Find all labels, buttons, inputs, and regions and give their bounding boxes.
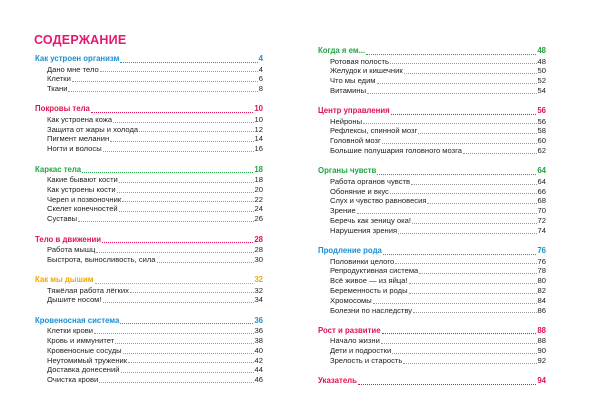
- dot-leader: [120, 323, 253, 324]
- dot-leader: [409, 283, 537, 284]
- toc-entry-page-number: 64: [537, 176, 546, 186]
- toc-entry-label: Репродуктивная система: [330, 266, 419, 276]
- dot-leader: [418, 133, 536, 134]
- toc-entry[interactable]: [318, 66, 546, 76]
- toc-entry[interactable]: [35, 295, 263, 305]
- toc-entry-page-number: 18: [254, 175, 263, 185]
- toc-entry-page-number: 76: [537, 256, 546, 266]
- toc-entry-label: Головной мозг: [330, 136, 381, 146]
- toc-entry[interactable]: [318, 276, 546, 286]
- toc-entry-label: Быстрота, выносливость, сила: [47, 254, 156, 264]
- section-heading[interactable]: [35, 54, 263, 65]
- toc-entry-label: Большие полушария головного мозга: [330, 146, 462, 156]
- section-heading[interactable]: [318, 246, 546, 257]
- toc-entry[interactable]: [35, 336, 263, 346]
- dot-leader: [68, 91, 257, 92]
- toc-entry-page-number: 16: [254, 144, 263, 154]
- toc-entry-label: Беременность и роды: [330, 286, 408, 296]
- dot-leader: [390, 193, 537, 194]
- toc-entry-page-number: 92: [537, 356, 546, 366]
- toc-entry-page-number: 6: [258, 74, 263, 84]
- toc-entry-page-number: 32: [254, 285, 263, 295]
- toc-entry-label: Дано мне тело: [47, 64, 99, 74]
- dot-leader: [139, 131, 253, 132]
- toc-entry[interactable]: [35, 115, 263, 125]
- dot-leader: [419, 273, 536, 274]
- dot-leader: [103, 151, 254, 152]
- toc-entry[interactable]: [318, 57, 546, 67]
- toc-entry-label: Дети и подростки: [330, 346, 392, 356]
- toc-right-column: [318, 46, 546, 387]
- toc-entry-page-number: 88: [537, 336, 546, 346]
- toc-entry-label: Кровеносные сосуды: [47, 345, 122, 355]
- toc-entry-page-number: 24: [254, 204, 263, 214]
- toc-entry-page-number: 90: [537, 346, 546, 356]
- toc-entry[interactable]: [318, 136, 546, 146]
- dot-leader: [102, 242, 253, 243]
- toc-entry[interactable]: [318, 206, 546, 216]
- toc-entry-label: Скелет конечностей: [47, 204, 118, 214]
- toc-entry[interactable]: [318, 286, 546, 296]
- dot-leader: [103, 302, 254, 303]
- toc-entry[interactable]: [318, 226, 546, 236]
- dot-leader: [382, 143, 537, 144]
- section-heading-page-number: 18: [254, 164, 263, 174]
- section-heading-label: Когда я ем...: [318, 46, 366, 55]
- toc-entry[interactable]: [318, 86, 546, 96]
- toc-entry[interactable]: [318, 117, 546, 127]
- toc-entry-label: Работа мышц: [47, 245, 96, 255]
- dot-leader: [390, 63, 537, 64]
- toc-entry-label: Болезни по наследству: [330, 305, 413, 315]
- dot-leader: [427, 203, 536, 204]
- index-heading-page-number: 94: [537, 376, 546, 386]
- toc-entry-page-number: 84: [537, 295, 546, 305]
- toc-entry-page-number: 46: [254, 375, 263, 385]
- toc-section: [35, 275, 263, 305]
- dot-leader: [91, 112, 253, 113]
- section-heading-page-number: 56: [537, 106, 546, 116]
- toc-entry[interactable]: [318, 126, 546, 136]
- toc-left-column: [35, 54, 263, 396]
- toc-entry[interactable]: [35, 125, 263, 135]
- toc-entry-page-number: 60: [537, 136, 546, 146]
- toc-entry-page-number: 66: [537, 186, 546, 196]
- section-heading[interactable]: [318, 326, 546, 337]
- dot-leader: [382, 333, 537, 334]
- toc-entry-label: Ротовая полость: [330, 56, 389, 66]
- toc-entry-page-number: 82: [537, 286, 546, 296]
- toc-entry[interactable]: [318, 146, 546, 156]
- toc-entry-label: Работа органов чувств: [330, 176, 411, 186]
- section-heading-label: Рост и развитие: [318, 325, 381, 335]
- toc-entry-page-number: 22: [254, 194, 263, 204]
- toc-entry[interactable]: [318, 216, 546, 226]
- dot-leader: [157, 262, 254, 263]
- toc-section: [318, 106, 546, 156]
- toc-entry[interactable]: [35, 134, 263, 144]
- dot-leader: [377, 174, 536, 175]
- section-heading-label: Тело в движении: [35, 234, 102, 244]
- dot-leader: [119, 211, 254, 212]
- toc-entry[interactable]: [318, 336, 546, 346]
- toc-entry-page-number: 10: [254, 114, 263, 124]
- toc-entry-page-number: 38: [254, 336, 263, 346]
- toc-entry-page-number: 28: [254, 245, 263, 255]
- toc-entry[interactable]: [35, 245, 263, 255]
- toc-section: [35, 235, 263, 265]
- dot-leader: [119, 182, 254, 183]
- toc-section: [318, 326, 546, 366]
- toc-entry-label: Череп и позвоночник: [47, 194, 122, 204]
- dot-leader: [383, 254, 536, 255]
- toc-entry-page-number: 4: [258, 64, 263, 74]
- section-heading[interactable]: [35, 275, 263, 286]
- toc-entry-page-number: 80: [537, 276, 546, 286]
- index-heading-label: Указатель: [318, 376, 357, 386]
- section-heading-page-number: 28: [254, 234, 263, 244]
- toc-entry[interactable]: [318, 257, 546, 267]
- toc-entry[interactable]: [318, 306, 546, 316]
- toc-entry[interactable]: [318, 187, 546, 197]
- toc-entry[interactable]: [35, 144, 263, 154]
- toc-entry-label: Тяжёлая работа лёгких: [47, 285, 129, 295]
- dot-leader: [120, 62, 257, 63]
- toc-entry[interactable]: [318, 296, 546, 306]
- dot-leader: [122, 201, 253, 202]
- toc-entry[interactable]: [318, 356, 546, 366]
- toc-entry[interactable]: [35, 346, 263, 356]
- dot-leader: [409, 293, 537, 294]
- toc-section: [318, 46, 546, 96]
- dot-leader: [403, 363, 536, 364]
- page-title: СОДЕРЖАНИЕ: [34, 33, 127, 47]
- section-heading-page-number: 48: [537, 46, 546, 55]
- section-heading-page-number: 32: [254, 275, 263, 285]
- toc-entry[interactable]: [35, 356, 263, 366]
- section-heading[interactable]: [318, 106, 546, 117]
- toc-entry-label: Доставка донесений: [47, 365, 120, 375]
- dot-leader: [96, 252, 253, 253]
- toc-entry-label: Слух и чувство равновесия: [330, 196, 427, 206]
- toc-entry-page-number: 20: [254, 184, 263, 194]
- section-heading[interactable]: [318, 166, 546, 177]
- section-heading-page-number: 10: [254, 104, 263, 114]
- dot-leader: [392, 353, 536, 354]
- toc-entry[interactable]: [35, 286, 263, 296]
- toc-entry[interactable]: [35, 214, 263, 224]
- toc-entry-page-number: 40: [254, 345, 263, 355]
- dot-leader: [463, 153, 537, 154]
- dot-leader: [110, 141, 253, 142]
- toc-section: [35, 54, 263, 94]
- toc-entry-label: Неутомимый труженик: [47, 355, 128, 365]
- toc-entry[interactable]: [35, 84, 263, 94]
- dot-leader: [117, 192, 254, 193]
- section-heading-label: Продление рода: [318, 246, 382, 256]
- toc-entry-label: Клетки крови: [47, 326, 94, 336]
- dot-leader: [366, 54, 536, 55]
- dot-leader: [78, 221, 253, 222]
- dot-leader: [358, 384, 536, 385]
- dot-leader: [128, 362, 253, 363]
- toc-entry-label: Как устроены кости: [47, 184, 116, 194]
- toc-entry[interactable]: [35, 185, 263, 195]
- toc-entry-page-number: 12: [254, 124, 263, 134]
- toc-entry-page-number: 36: [254, 326, 263, 336]
- toc-entry-page-number: 8: [258, 84, 263, 94]
- toc-entry[interactable]: [35, 326, 263, 336]
- dot-leader: [404, 73, 537, 74]
- toc-section: [35, 316, 263, 385]
- toc-entry-label: Очистка крови: [47, 375, 99, 385]
- toc-entry[interactable]: [318, 266, 546, 276]
- section-heading-page-number: 76: [537, 246, 546, 256]
- toc-entry[interactable]: [35, 74, 263, 84]
- toc-entry-page-number: 86: [537, 305, 546, 315]
- dot-leader: [413, 312, 536, 313]
- toc-entry-page-number: 56: [537, 116, 546, 126]
- toc-entry[interactable]: [318, 76, 546, 86]
- index-heading[interactable]: [318, 376, 546, 387]
- dot-leader: [113, 122, 253, 123]
- toc-entry[interactable]: [318, 196, 546, 206]
- toc-entry-label: Хромосомы: [330, 295, 372, 305]
- toc-entry-label: Зрелость и старость: [330, 356, 403, 366]
- dot-leader: [95, 283, 254, 284]
- dot-leader: [377, 83, 537, 84]
- dot-leader: [82, 172, 253, 173]
- toc-entry-page-number: 42: [254, 355, 263, 365]
- toc-entry-label: Всё живое — из яйца!: [330, 276, 408, 286]
- dot-leader: [123, 353, 254, 354]
- toc-entry-label: Рефлексы, спинной мозг: [330, 126, 418, 136]
- toc-section: [35, 165, 263, 224]
- toc-entry-page-number: 50: [537, 66, 546, 76]
- section-heading-label: Органы чувств: [318, 166, 377, 176]
- toc-entry-label: Что мы едим: [330, 76, 376, 86]
- toc-entry-label: Нарушения зрения: [330, 225, 398, 235]
- toc-entry-page-number: 78: [537, 266, 546, 276]
- toc-entry-label: Клетки: [47, 74, 71, 84]
- toc-entry-page-number: 44: [254, 365, 263, 375]
- toc-entry-label: Защита от жары и холода: [47, 124, 139, 134]
- section-heading-page-number: 4: [258, 54, 263, 63]
- dot-leader: [100, 71, 258, 72]
- toc-entry-page-number: 68: [537, 196, 546, 206]
- section-heading[interactable]: [35, 165, 263, 176]
- dot-leader: [72, 81, 258, 82]
- toc-entry-page-number: 54: [537, 85, 546, 95]
- toc-section: [35, 104, 263, 154]
- toc-entry-label: Витамины: [330, 85, 367, 95]
- toc-entry-label: Какие бывают кости: [47, 175, 118, 185]
- toc-entry-page-number: 72: [537, 216, 546, 226]
- dot-leader: [363, 123, 536, 124]
- toc-section: [318, 166, 546, 235]
- toc-entry-page-number: 48: [537, 56, 546, 66]
- toc-entry-label: Беречь как зеницу ока!: [330, 216, 411, 226]
- section-heading-page-number: 64: [537, 166, 546, 176]
- section-heading-label: Как устроен организм: [35, 54, 120, 63]
- toc-entry[interactable]: [35, 175, 263, 185]
- toc-entry-label: Ногти и волосы: [47, 144, 102, 154]
- dot-leader: [115, 343, 253, 344]
- toc-entry[interactable]: [35, 204, 263, 214]
- toc-section: [318, 246, 546, 315]
- toc-entry-page-number: 62: [537, 146, 546, 156]
- section-heading[interactable]: [318, 46, 546, 57]
- toc-entry[interactable]: [318, 177, 546, 187]
- toc-entry[interactable]: [35, 65, 263, 75]
- dot-leader: [367, 93, 537, 94]
- toc-entry-page-number: 52: [537, 76, 546, 86]
- toc-entry-label: Желудок и кишечник: [330, 66, 403, 76]
- dot-leader: [94, 333, 254, 334]
- section-heading-label: Как мы дышим: [35, 275, 94, 285]
- toc-entry-label: Начало жизни: [330, 336, 380, 346]
- toc-entry[interactable]: [35, 365, 263, 375]
- section-heading[interactable]: [35, 104, 263, 115]
- section-heading[interactable]: [35, 235, 263, 246]
- toc-entry-label: Как устроена кожа: [47, 114, 113, 124]
- dot-leader: [130, 292, 254, 293]
- toc-entry-label: Половинки целого: [330, 256, 395, 266]
- dot-leader: [381, 343, 537, 344]
- section-heading-label: Каркас тела: [35, 164, 82, 174]
- toc-entry[interactable]: [318, 346, 546, 356]
- toc-entry-label: Зрение: [330, 206, 356, 216]
- dot-leader: [357, 213, 537, 214]
- dot-leader: [99, 382, 253, 383]
- toc-entry-label: Нейроны: [330, 116, 363, 126]
- toc-entry-page-number: 58: [537, 126, 546, 136]
- toc-entry-page-number: 26: [254, 214, 263, 224]
- dot-leader: [395, 263, 536, 264]
- dot-leader: [373, 303, 537, 304]
- section-heading[interactable]: [35, 316, 263, 327]
- toc-entry-label: Обоняние и вкус: [330, 186, 389, 196]
- section-heading-label: Кровеносная система: [35, 315, 120, 325]
- toc-entry[interactable]: [35, 195, 263, 205]
- toc-entry-page-number: 14: [254, 134, 263, 144]
- toc-entry-page-number: 30: [254, 254, 263, 264]
- dot-leader: [121, 372, 254, 373]
- dot-leader: [411, 184, 537, 185]
- section-heading-page-number: 88: [537, 325, 546, 335]
- toc-entry-label: Ткани: [47, 84, 68, 94]
- section-heading-label: Покровы тела: [35, 104, 90, 114]
- toc-entry-label: Суставы: [47, 214, 78, 224]
- toc-entry-page-number: 74: [537, 225, 546, 235]
- section-heading-label: Центр управления: [318, 106, 390, 116]
- dot-leader: [398, 233, 536, 234]
- toc-entry[interactable]: [35, 375, 263, 385]
- toc-entry-page-number: 34: [254, 295, 263, 305]
- dot-leader: [391, 114, 537, 115]
- toc-entry-page-number: 70: [537, 206, 546, 216]
- toc-entry[interactable]: [35, 255, 263, 265]
- toc-entry-label: Кровь и иммунитет: [47, 336, 115, 346]
- section-heading-page-number: 36: [254, 315, 263, 325]
- toc-entry-label: Дышите носом!: [47, 295, 102, 305]
- dot-leader: [412, 223, 537, 224]
- toc-entry-label: Пигмент меланин: [47, 134, 110, 144]
